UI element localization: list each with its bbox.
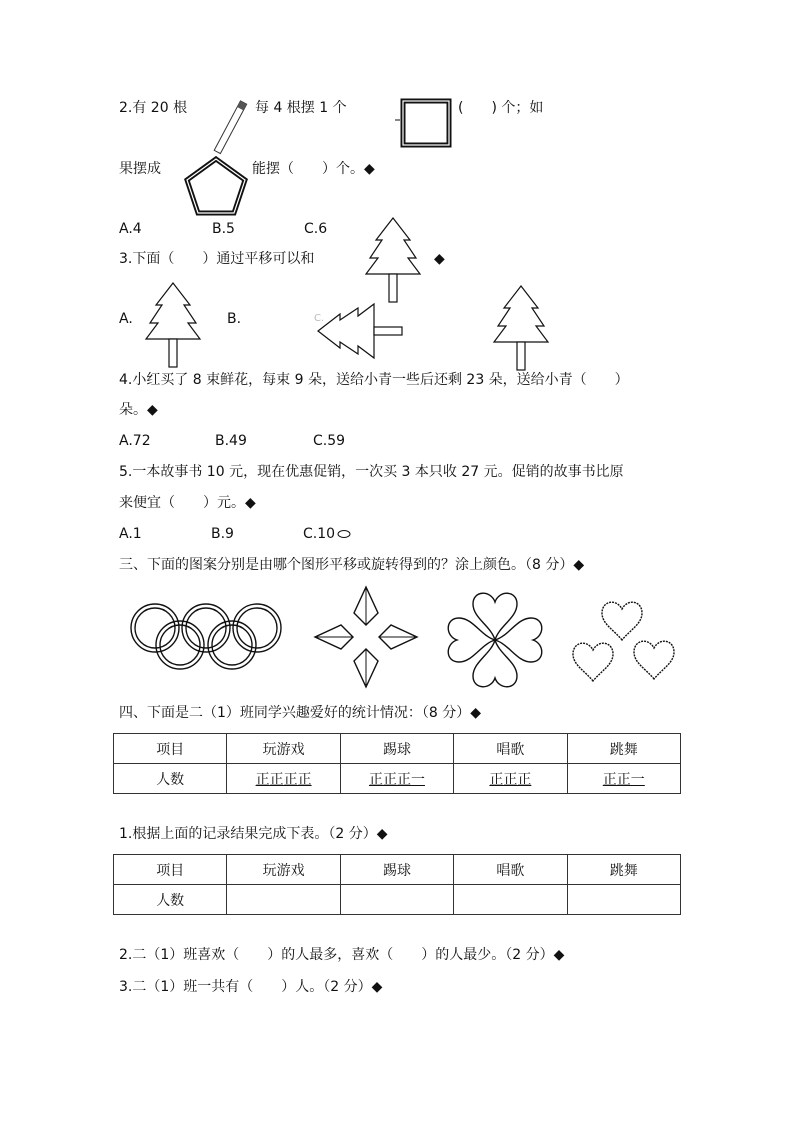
olympic-rings-pattern [128,600,284,672]
answer-table [113,854,681,915]
tally-cell: 正正正 [454,764,567,794]
q2-line2-part-b: 能摆（ ）个。◆ [252,161,375,177]
q3-text: 3.下面（ ）通过平移可以和 [119,251,315,267]
q5-option-c: C.10 [303,526,336,542]
section4-heading: 四、下面是二（1）班同学兴趣爱好的统计情况：（8 分）◆ [119,705,482,721]
three-hearts-pattern [570,596,680,686]
q4-option-c: C.59 [313,433,346,449]
q2-line2-part-a: 果摆成 [119,161,161,177]
matchstick-icon [212,97,248,157]
q4-line1: 4.小红买了 8 束鲜花，每束 9 朵，送给小青一些后还剩 23 朵，送给小青（ ） [119,372,629,388]
tally-table-header: 项目 [114,734,227,764]
answer-table-header-row [114,855,681,885]
q2-option-a: A.4 [119,221,142,237]
square-of-sticks-icon [395,96,457,151]
section4-sub3: 3.二（1）班一共有（ ）人。（2 分）◆ [119,979,383,995]
section4-sub2: 2.二（1）班喜欢（ ）的人最多，喜欢（ ）的人最少。（2 分）◆ [119,947,565,963]
q2-line1-part-c: ( ) 个；如 [458,100,544,116]
answer-blank-cell[interactable] [567,885,680,915]
q2-option-c: C.6 [304,221,328,237]
answer-table-header: 项目 [114,855,227,885]
answer-blank-cell[interactable] [454,885,567,915]
q3-diamond: ◆ [434,251,445,267]
q3-option-a-label: A. [119,311,133,327]
tally-table-header-row [114,734,681,764]
section3-heading: 三、下面的图案分别是由哪个图形平移或旋转得到的？涂上颜色。（8 分）◆ [119,557,585,573]
tally-table-header: 踢球 [340,734,453,764]
answer-table-row-label: 人数 [114,885,227,915]
tree-reference-icon [366,216,420,304]
pentagon-of-sticks-icon [183,155,249,217]
q4-line2: 朵。◆ [119,402,158,418]
answer-table-header: 踢球 [340,855,453,885]
answer-table-header: 唱歌 [454,855,567,885]
answer-blank-cell[interactable] [340,885,453,915]
q5-option-b: B.9 [211,526,234,542]
tally-cell: 正正正正 [227,764,340,794]
tally-cell: 正正一 [567,764,680,794]
q5-line1: 5.一本故事书 10 元，现在优惠促销，一次买 3 本只收 27 元。促销的故事书比原 [119,464,624,480]
tally-table-header: 玩游戏 [227,734,340,764]
q2-option-b: B.5 [212,221,235,237]
tally-table-row-label: 人数 [114,764,227,794]
q3-option-c-label: C. [314,313,325,324]
tally-table [113,733,681,794]
tree-option-c-icon [494,284,548,372]
tally-cell: 正正正一 [340,764,453,794]
answer-table-header: 玩游戏 [227,855,340,885]
small-mark-icon [336,529,352,539]
answer-table-header: 跳舞 [567,855,680,885]
tally-table-header: 唱歌 [454,734,567,764]
answer-blank-cell[interactable] [227,885,340,915]
answer-table-row [114,885,681,915]
q5-option-a: A.1 [119,526,142,542]
q2-line1-part-b: 每 4 根摆 1 个 [255,100,347,116]
q4-option-b: B.49 [215,433,247,449]
q4-option-a: A.72 [119,433,151,449]
q5-line2: 来便宜（ ）元。◆ [119,495,256,511]
q3-option-b-label: B. [227,311,242,327]
tree-option-a-icon [146,281,200,369]
q2-line1-part-a: 2.有 20 根 [119,100,188,116]
tree-option-c-rotated-icon [316,304,406,358]
tally-table-header: 跳舞 [567,734,680,764]
four-heart-clover-pattern [444,590,546,690]
tally-table-row [114,764,681,794]
section4-sub1: 1.根据上面的记录结果完成下表。（2 分）◆ [119,826,388,842]
rhombus-pattern [313,585,419,689]
